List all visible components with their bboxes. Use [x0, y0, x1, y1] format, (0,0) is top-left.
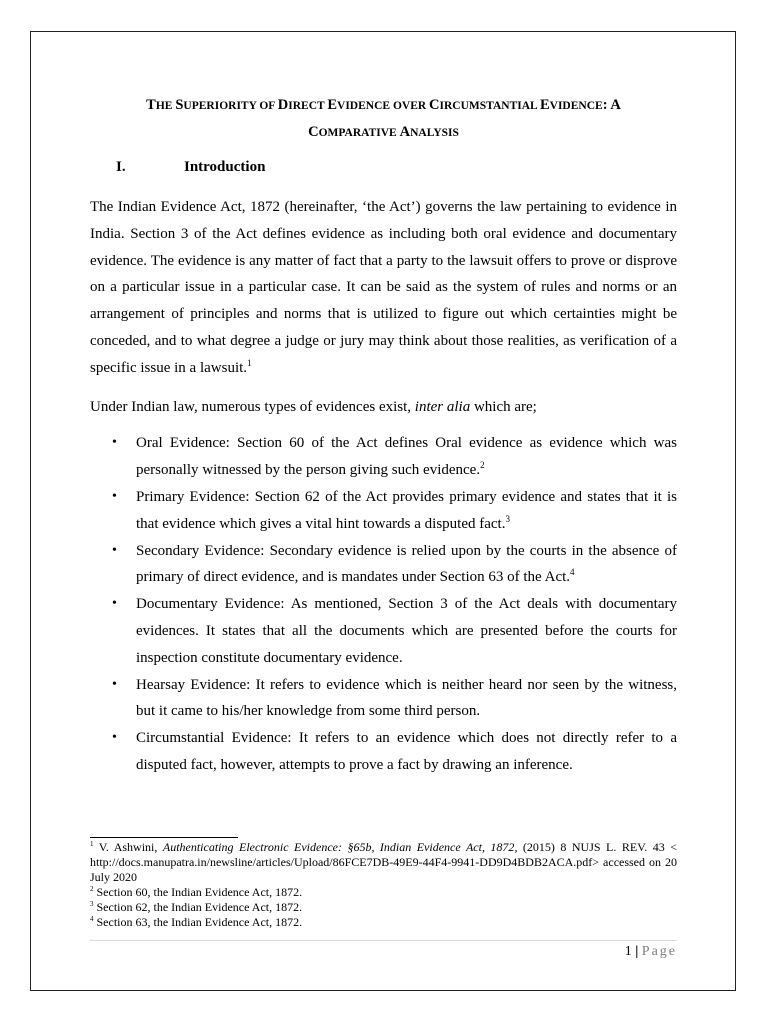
footnote-ref-3[interactable]: 3: [505, 513, 510, 524]
list-item: [90, 538, 677, 592]
title-cap: E: [327, 97, 338, 113]
list-item: [90, 725, 677, 779]
footnotes: [90, 840, 677, 930]
page-label: Page: [641, 944, 677, 959]
bullet-icon: •: [112, 596, 117, 612]
footnote-link[interactable]: , (2015) 8 NUJS L. REV. 43 < http://docs.manupatra.in/newsline/articles/Upload/86FCE7DB-49E9-44F4-9941-DD9D4BDB2ACA.pdf> accessed on 20 July 2020: [90, 840, 678, 884]
list-item-text: Oral Evidence: Section 60 of the Act defines Oral evidence as evidence which was personally witnessed by the person giving such evidence.: [136, 435, 677, 479]
footer-separator: [90, 940, 677, 941]
footnote-text: Section 62, the Indian Evidence Act, 1872.: [93, 900, 303, 914]
footnote-1: [90, 840, 677, 885]
bullet-icon: •: [112, 730, 117, 746]
footnote-ref-1[interactable]: 1: [247, 357, 252, 368]
footnote-3: [90, 900, 677, 915]
section-heading: [90, 154, 677, 180]
types-paragraph: [90, 394, 677, 421]
footnote-number: 4: [90, 915, 94, 923]
footnote-number: 3: [90, 900, 94, 908]
title-smallcaps: NALYSIS: [410, 127, 459, 139]
bullet-icon: •: [112, 488, 117, 504]
types-paragraph-tail: which are;: [470, 398, 537, 415]
list-item: [90, 430, 677, 484]
title-cap: C: [429, 97, 440, 113]
list-item-text: Hearsay Evidence: It refers to evidence which is neither heard nor seen by the witness, but it came to his/her knowledge from some third person.: [136, 676, 677, 720]
title-cap: S: [175, 97, 184, 113]
footnote-number: 1: [90, 840, 94, 848]
list-item: [90, 591, 677, 671]
title-cap: T: [146, 97, 156, 113]
page-number: 1: [624, 944, 632, 959]
intro-paragraph: [90, 194, 677, 382]
title-cap: A: [399, 124, 411, 140]
title-smallcaps: VIDENCE: [549, 100, 603, 112]
title-smallcaps: OMPARATIVE: [318, 127, 400, 139]
footnote-text: V. Ashwini,: [93, 840, 163, 854]
section-title: Introduction: [184, 159, 266, 175]
footnote-number: 2: [90, 885, 94, 893]
page-separator: |: [631, 944, 642, 959]
title-cap: C: [308, 124, 319, 140]
bullet-icon: •: [112, 435, 117, 451]
list-item-text: Secondary Evidence: Secondary evidence is relied upon by the courts in the absence of primary of direct evidence, and is mandates under Section 63 of the Act.: [136, 542, 677, 586]
title-line-1: [90, 92, 677, 119]
types-paragraph-italic: inter alia: [414, 398, 471, 415]
title-cap: E: [539, 97, 550, 113]
title-smallcaps: UPERIORITY OF: [183, 100, 278, 112]
list-item: [90, 484, 677, 538]
bullet-icon: •: [112, 676, 117, 692]
footnote-separator: [90, 837, 238, 838]
footnote-2: [90, 885, 677, 900]
list-item-text: Circumstantial Evidence: It refers to an evidence which does not directly refer to a disputed fact, however, attempts to prove a fact by drawing an inference.: [136, 730, 677, 773]
title-smallcaps: HE: [155, 100, 176, 112]
footnote-text: Section 63, the Indian Evidence Act, 1872.: [93, 915, 303, 929]
list-item-text: Primary Evidence: Section 62 of the Act provides primary evidence and states that it is that evidence which gives a vital hint towards a disputed fact.: [136, 488, 677, 532]
types-paragraph-text: Under Indian law, numerous types of evidences exist,: [90, 398, 415, 415]
footnote-ref-4[interactable]: 4: [570, 567, 575, 578]
bullet-icon: •: [112, 542, 117, 558]
title-cap: D: [277, 97, 289, 113]
footnote-4: [90, 915, 677, 930]
title-line-2: [90, 119, 677, 146]
intro-paragraph-text: The Indian Evidence Act, 1872 (hereinafter, ‘the Act’) governs the law pertaining to evidence in India. Section 3 of the Act defines evidence as including both oral evidence and documentary evidence. The evidence is any matter of fact that a party to the lawsuit offers to prove or disprove on a particular issue in a particular case. It can be said as the system of rules and norms or an arrangement of principles and norms that is utilized to figure out which certainties might be conceded, and to what degree a judge or jury may think about those realities, as verification of a specific issue in a lawsuit.: [90, 199, 677, 376]
evidence-types-list: [90, 430, 677, 778]
section-number: I.: [116, 159, 126, 175]
document-body: [90, 92, 677, 779]
footnote-italic: Authenticating Electronic Evidence: §65b, Indian Evidence Act, 1872: [162, 840, 515, 854]
title-smallcaps: IRCUMSTANTIAL: [439, 100, 540, 112]
list-item-text: Documentary Evidence: As mentioned, Section 3 of the Act deals with documentary evidences. It states that all the documents which are presented before the courts for inspection constitute documentary evidence.: [136, 596, 677, 666]
page-footer: [625, 943, 677, 961]
title-tail: : A: [602, 97, 621, 113]
title-smallcaps: IRECT: [288, 100, 328, 112]
footnote-ref-2[interactable]: 2: [480, 460, 485, 471]
list-item: [90, 672, 677, 726]
title-smallcaps: VIDENCE OVER: [337, 100, 430, 112]
footnote-text: Section 60, the Indian Evidence Act, 1872.: [93, 885, 303, 899]
document-title: [90, 92, 677, 146]
